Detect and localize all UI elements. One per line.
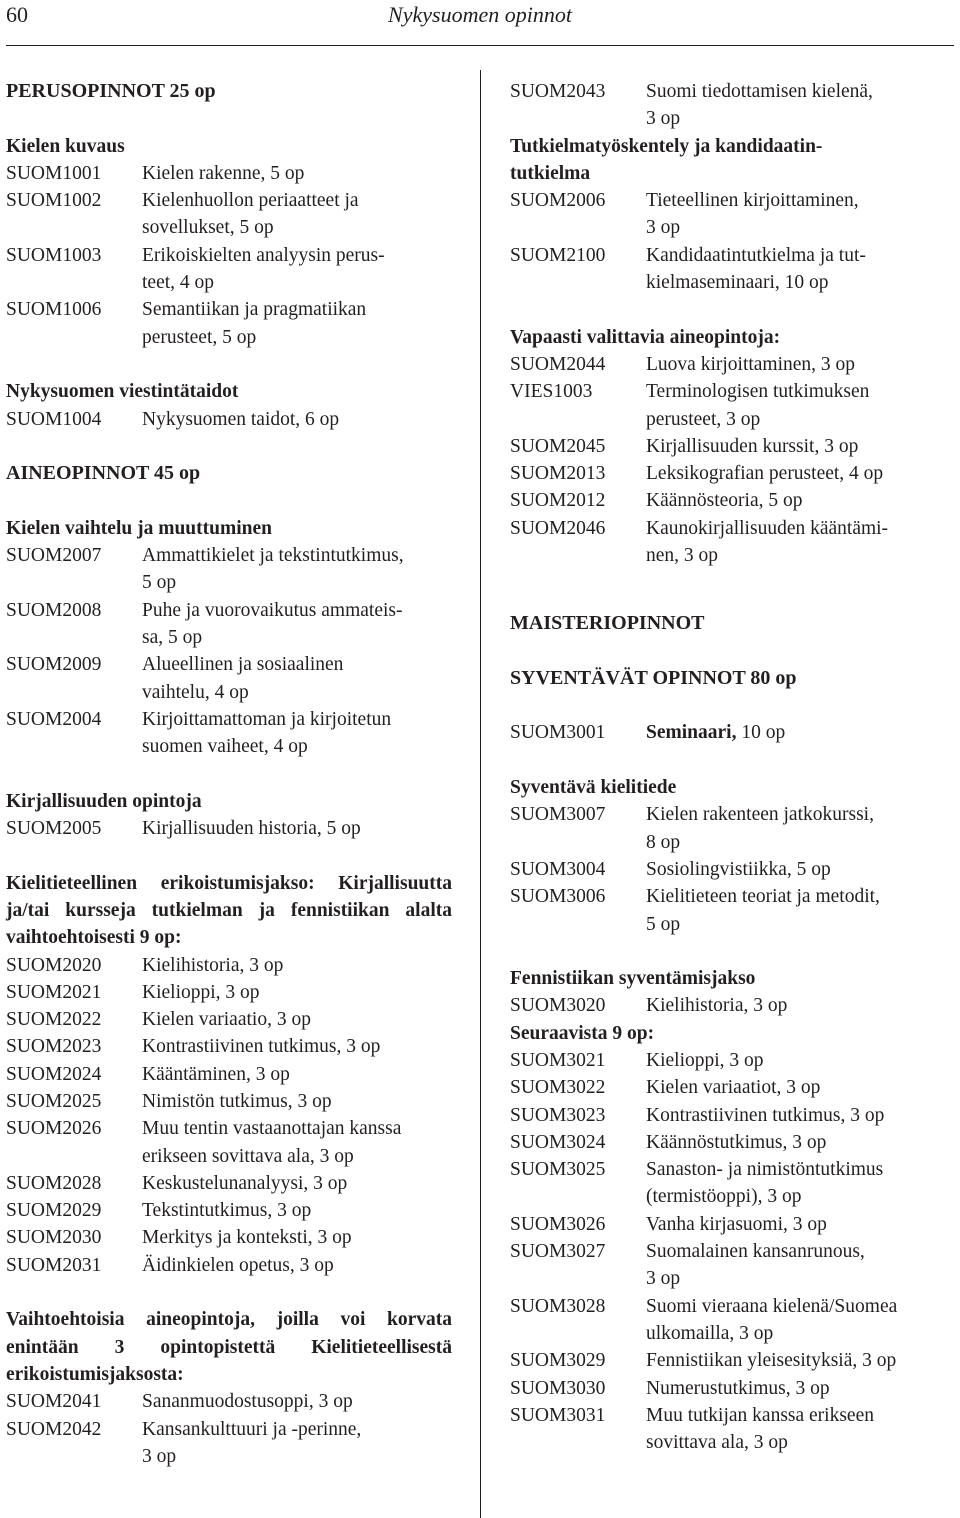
course-code: SUOM2022: [6, 1009, 102, 1031]
course-title-line: Alueellinen ja sosiaalinen: [142, 654, 344, 676]
course-title: [142, 597, 452, 652]
course-entry: [6, 979, 452, 1006]
course-title-line: Kaunokirjallisuuden kääntämi-: [646, 517, 889, 539]
course-title-line: Sosiolingvistiikka, 5 op: [646, 858, 831, 880]
course-code: SUOM3024: [510, 1131, 606, 1153]
course-code: SUOM3006: [510, 886, 606, 908]
course-title-line: sa, 5 op: [142, 626, 203, 648]
course-title: [646, 1347, 954, 1374]
course-list: [510, 1047, 954, 1456]
course-entry: [6, 1170, 452, 1197]
course-list: [6, 542, 452, 760]
course-entry: [510, 719, 954, 746]
course-title: Kielihistoria, 3 op: [646, 995, 788, 1017]
course-title-line: Käännösteoria, 5 op: [646, 490, 803, 512]
course-title: [646, 1156, 954, 1211]
course-title: [646, 1293, 954, 1348]
course-title-bold: Seminaari,: [646, 722, 737, 744]
course-title-line: suomen vaiheet, 4 op: [142, 736, 308, 758]
course-title: [646, 242, 954, 297]
course-entry: [510, 1102, 954, 1129]
course-entry: [6, 160, 452, 187]
course-title: [142, 406, 452, 433]
course-title-line: Nimistön tutkimus, 3 op: [142, 1090, 332, 1112]
course-code: SUOM2031: [6, 1254, 102, 1276]
course-entry: [6, 1197, 452, 1224]
course-title: [646, 883, 954, 938]
course-list: [510, 78, 954, 133]
course-title: [142, 187, 452, 242]
course-title: [646, 1375, 954, 1402]
course-title: [142, 979, 452, 1006]
syventavat-heading: SYVENTÄVÄT OPINNOT 80 op: [510, 666, 797, 689]
course-entry: [510, 515, 954, 570]
course-entry: [510, 487, 954, 514]
course-entry: [510, 187, 954, 242]
course-title-line: Terminologisen tutkimuksen: [646, 381, 870, 403]
course-title-line: teet, 4 op: [142, 272, 215, 294]
course-entry: [510, 460, 954, 487]
kielen-kuvaus-title: Kielen kuvaus: [6, 135, 125, 157]
course-code: SUOM3028: [510, 1295, 606, 1317]
course-title-line: erikseen sovittava ala, 3 op: [142, 1145, 354, 1167]
course-code: SUOM2030: [6, 1227, 102, 1249]
course-title-line: Kielen rakenteen jatkokurssi,: [646, 804, 874, 826]
course-title: [142, 1224, 452, 1251]
course-title-line: 3 op: [646, 1268, 681, 1290]
maisteriopinnot-heading: MAISTERIOPINNOT: [510, 612, 705, 635]
course-title: [142, 1416, 452, 1471]
course-code: SUOM3029: [510, 1350, 606, 1372]
course-code: SUOM2005: [6, 818, 102, 840]
course-title-line: Leksikografian perusteet, 4 op: [646, 463, 884, 485]
course-title-line: Kandidaatintutkielma ja tut-: [646, 244, 866, 266]
course-title: [646, 1402, 954, 1457]
course-title-line: 5 op: [646, 913, 681, 935]
course-code: VIES1003: [510, 381, 593, 403]
course-title-rest: 10 op: [736, 722, 786, 744]
course-code: SUOM3031: [510, 1404, 606, 1426]
course-code: SUOM1001: [6, 162, 102, 184]
course-code: SUOM2025: [6, 1090, 102, 1112]
course-title-line: sovellukset, 5 op: [142, 217, 274, 239]
course-list: [6, 1388, 452, 1470]
course-entry: [510, 1293, 954, 1348]
course-entry: [6, 1006, 452, 1033]
course-entry: [6, 1388, 452, 1415]
course-title: [646, 515, 954, 570]
course-entry: [510, 1074, 954, 1101]
right-column: [510, 78, 954, 1456]
course-code: SUOM2021: [6, 981, 102, 1003]
course-code: SUOM3030: [510, 1377, 606, 1399]
course-title-line: perusteet, 3 op: [646, 408, 761, 430]
course-title-line: 8 op: [646, 831, 681, 853]
page-number: 60: [6, 2, 28, 27]
course-title: [142, 1197, 452, 1224]
course-title: [142, 952, 452, 979]
syventava-kieli-title: Syventävä kielitiede: [510, 777, 677, 799]
course-code: SUOM2023: [6, 1036, 102, 1058]
course-code: SUOM2041: [6, 1391, 102, 1413]
course-entry: [6, 296, 452, 351]
course-title-line: Kielitieteen teoriat ja metodit,: [646, 886, 880, 908]
course-title-line: Nykysuomen taidot, 6 op: [142, 408, 340, 430]
course-title-line: Tekstintutkimus, 3 op: [142, 1200, 312, 1222]
course-title: [142, 1115, 452, 1170]
course-code: SUOM2007: [6, 545, 102, 567]
course-title-line: Ammattikielet ja tekstintutkimus,: [142, 545, 404, 567]
course-entry: [510, 433, 954, 460]
course-title-line: Suomalainen kansanrunous,: [646, 1241, 865, 1263]
course-entry: [510, 1211, 954, 1238]
course-entry: [6, 1033, 452, 1060]
course-code: SUOM3020: [510, 995, 606, 1017]
course-title: [646, 378, 954, 433]
course-code: SUOM2020: [6, 954, 102, 976]
course-code: SUOM3023: [510, 1104, 606, 1126]
course-entry: [6, 1252, 452, 1279]
course-entry: [510, 1238, 954, 1293]
course-entry: [6, 815, 452, 842]
erikoistumis-title: Kielitieteellinen erikoistumisjakso: Kirjallisuutta ja/tai kursseja tutkielman ja fennistiikan alalta vaihtoehtoisesti 9 op:: [6, 872, 452, 949]
course-code: SUOM2042: [6, 1418, 102, 1440]
course-title-line: Keskustelunanalyysi, 3 op: [142, 1172, 348, 1194]
running-title: Nykysuomen opinnot: [388, 2, 572, 27]
course-title-line: 5 op: [142, 572, 177, 594]
course-title-line: Suomi vieraana kielenä/Suomea: [646, 1295, 898, 1317]
course-title-line: Erikoiskielten analyysin perus-: [142, 244, 385, 266]
course-title-line: Muu tutkijan kanssa erikseen: [646, 1404, 874, 1426]
course-title: [142, 1006, 452, 1033]
course-code: SUOM2046: [510, 517, 606, 539]
course-title: [142, 1033, 452, 1060]
fennistiikka-subtitle: Seuraavista 9 op:: [510, 1022, 655, 1044]
course-code: SUOM3022: [510, 1077, 606, 1099]
course-code: SUOM2100: [510, 244, 606, 266]
course-code: SUOM1003: [6, 244, 102, 266]
course-list: [6, 952, 452, 1280]
course-title: [646, 78, 954, 133]
course-title-line: Semantiikan ja pragmatiikan: [142, 299, 367, 321]
course-title-line: Kielen rakenne, 5 op: [142, 162, 305, 184]
course-code: SUOM3001: [510, 722, 606, 744]
course-code: SUOM3027: [510, 1241, 606, 1263]
course-title-line: Fennistiikan yleisesityksiä, 3 op: [646, 1350, 897, 1372]
course-title-line: Suomi tiedottamisen kielenä,: [646, 81, 873, 102]
course-title-line: 3 op: [646, 217, 681, 239]
left-column: [6, 78, 452, 1470]
course-title-line: Muu tentin vastaanottajan kanssa: [142, 1118, 402, 1140]
course-list: [6, 406, 452, 433]
course-entry: [6, 542, 452, 597]
course-list: [510, 351, 954, 569]
course-title-line: Puhe ja vuorovaikutus ammateis-: [142, 599, 403, 621]
course-entry: [510, 1047, 954, 1074]
course-entry: [510, 378, 954, 433]
course-entry: [6, 187, 452, 242]
course-title-line: nen, 3 op: [646, 545, 719, 567]
course-title: [142, 542, 452, 597]
perusopinnot-heading: PERUSOPINNOT 25 op: [6, 80, 216, 102]
course-title-line: Kääntäminen, 3 op: [142, 1063, 290, 1085]
course-code: SUOM2029: [6, 1200, 102, 1222]
course-title: [646, 1102, 954, 1129]
course-entry: [6, 406, 452, 433]
course-entry: [6, 706, 452, 761]
course-code: SUOM1006: [6, 299, 102, 321]
course-title: [646, 351, 954, 378]
course-title-line: Kielen variaatio, 3 op: [142, 1009, 311, 1031]
course-title: [142, 1088, 452, 1115]
course-title-line: Äidinkielen opetus, 3 op: [142, 1254, 334, 1276]
course-title-line: Kielihistoria, 3 op: [142, 954, 284, 976]
course-entry: [6, 242, 452, 297]
kirjallisuus-title: Kirjallisuuden opintoja: [6, 790, 202, 812]
course-entry: [510, 883, 954, 938]
aineopinnot-heading: AINEOPINNOT 45 op: [6, 462, 201, 485]
course-code: SUOM2024: [6, 1063, 102, 1085]
course-entry: [510, 242, 954, 297]
course-code: SUOM1002: [6, 190, 102, 212]
course-title-line: Käännöstutkimus, 3 op: [646, 1131, 827, 1153]
course-title-line: Luova kirjoittaminen, 3 op: [646, 353, 856, 375]
tutkielma-title-line2: tutkielma: [510, 162, 591, 184]
course-code: SUOM3004: [510, 858, 606, 880]
course-code: SUOM2013: [510, 463, 606, 485]
course-title-line: Kielen variaatiot, 3 op: [646, 1077, 821, 1099]
course-title-line: Sananmuodostusoppi, 3 op: [142, 1391, 353, 1413]
course-title-line: (termistöoppi), 3 op: [646, 1186, 802, 1208]
korvaavat-title: Vaihtoehtoisia aineopintoja, joilla voi korvata enintään 3 opintopistettä Kielitieteellisestä erikoistumisjaksosta:: [6, 1309, 452, 1385]
course-title: [142, 1388, 452, 1415]
course-title-line: kielmaseminaari, 10 op: [646, 272, 829, 294]
vapaasti-title: Vapaasti valittavia aineopintoja:: [510, 326, 781, 348]
course-title: [142, 296, 452, 351]
course-entry: [510, 351, 954, 378]
course-entry: [6, 1088, 452, 1115]
course-entry: [6, 651, 452, 706]
course-title: [142, 706, 452, 761]
course-list: [6, 160, 452, 351]
tutkielma-title-line1: Tutkielmatyöskentely ja kandidaatin-: [510, 135, 823, 157]
course-title: [646, 856, 954, 883]
course-title-line: sovittava ala, 3 op: [646, 1432, 788, 1454]
course-code: SUOM2028: [6, 1172, 102, 1194]
header-rule: [6, 45, 954, 46]
course-code: SUOM2045: [510, 435, 606, 457]
course-title: [142, 1170, 452, 1197]
course-title-line: Kielioppi, 3 op: [646, 1049, 764, 1071]
course-entry: [510, 1402, 954, 1457]
course-title: [646, 460, 954, 487]
course-title-line: Kirjallisuuden kurssit, 3 op: [646, 435, 859, 457]
course-title: [646, 1129, 954, 1156]
course-entry: [6, 1224, 452, 1251]
course-code: SUOM2009: [6, 654, 102, 676]
course-title: [646, 719, 954, 746]
course-code: SUOM2012: [510, 490, 606, 512]
course-code: SUOM3007: [510, 804, 606, 826]
course-title-line: vaihtelu, 4 op: [142, 681, 249, 703]
course-code: SUOM2043: [510, 81, 606, 102]
course-code: SUOM2004: [6, 708, 102, 730]
course-list: [510, 187, 954, 296]
course-title: [646, 1211, 954, 1238]
course-title-line: Sanaston- ja nimistöntutkimus: [646, 1159, 884, 1181]
course-title-line: Kontrastiivinen tutkimus, 3 op: [142, 1036, 381, 1058]
vaihtelu-title: Kielen vaihtelu ja muuttuminen: [6, 517, 272, 539]
viestinta-title: Nykysuomen viestintätaidot: [6, 381, 239, 403]
course-title: [142, 1252, 452, 1279]
course-title: [646, 1047, 954, 1074]
course-title-line: Kielioppi, 3 op: [142, 981, 260, 1003]
course-entry: [6, 1061, 452, 1088]
course-entry: [6, 1115, 452, 1170]
course-entry: [510, 801, 954, 856]
course-code: SUOM3021: [510, 1049, 606, 1071]
tutkielma-title: [510, 133, 954, 188]
course-title: [142, 242, 452, 297]
course-entry: [510, 1375, 954, 1402]
course-entry: [510, 1156, 954, 1211]
course-entry: [6, 597, 452, 652]
course-entry: [510, 78, 954, 133]
course-title-line: Kielenhuollon periaatteet ja: [142, 190, 359, 212]
course-code: SUOM2006: [510, 190, 606, 212]
course-title-line: 3 op: [646, 108, 681, 130]
fennistiikka-title: Fennistiikan syventämisjakso: [510, 968, 756, 990]
course-list: [6, 815, 452, 842]
course-title-line: 3 op: [142, 1445, 177, 1467]
course-title-line: Tieteellinen kirjoittaminen,: [646, 190, 859, 212]
course-title-line: perusteet, 5 op: [142, 326, 257, 348]
course-entry: [510, 856, 954, 883]
course-title-line: ulkomailla, 3 op: [646, 1322, 774, 1344]
course-entry: [6, 1416, 452, 1471]
course-title-line: Numerustutkimus, 3 op: [646, 1377, 830, 1399]
course-title-line: Vanha kirjasuomi, 3 op: [646, 1213, 827, 1235]
course-title-line: Kirjoittamattoman ja kirjoitetun: [142, 708, 392, 730]
course-title: [646, 1074, 954, 1101]
course-title-line: Merkitys ja konteksti, 3 op: [142, 1227, 352, 1249]
course-title: [142, 651, 452, 706]
course-title: [142, 815, 452, 842]
course-code: SUOM3025: [510, 1159, 606, 1181]
course-title: [646, 801, 954, 856]
course-title-line: Kansankulttuuri ja -perinne,: [142, 1418, 362, 1440]
course-code: SUOM3026: [510, 1213, 606, 1235]
course-entry: [510, 992, 954, 1019]
course-code: SUOM2008: [6, 599, 102, 621]
course-code: SUOM2026: [6, 1118, 102, 1140]
course-title: [142, 160, 452, 187]
course-code: SUOM2044: [510, 353, 606, 375]
course-title: [646, 487, 954, 514]
course-title: [646, 433, 954, 460]
course-title-line: Kirjallisuuden historia, 5 op: [142, 818, 361, 840]
course-entry: [6, 952, 452, 979]
course-entry: [510, 1347, 954, 1374]
course-title: [646, 1238, 954, 1293]
course-list: [510, 801, 954, 937]
course-title: [142, 1061, 452, 1088]
course-code: SUOM1004: [6, 408, 102, 430]
course-title: [646, 187, 954, 242]
course-title-line: Kontrastiivinen tutkimus, 3 op: [646, 1104, 885, 1126]
course-entry: [510, 1129, 954, 1156]
column-divider: [480, 70, 481, 1518]
